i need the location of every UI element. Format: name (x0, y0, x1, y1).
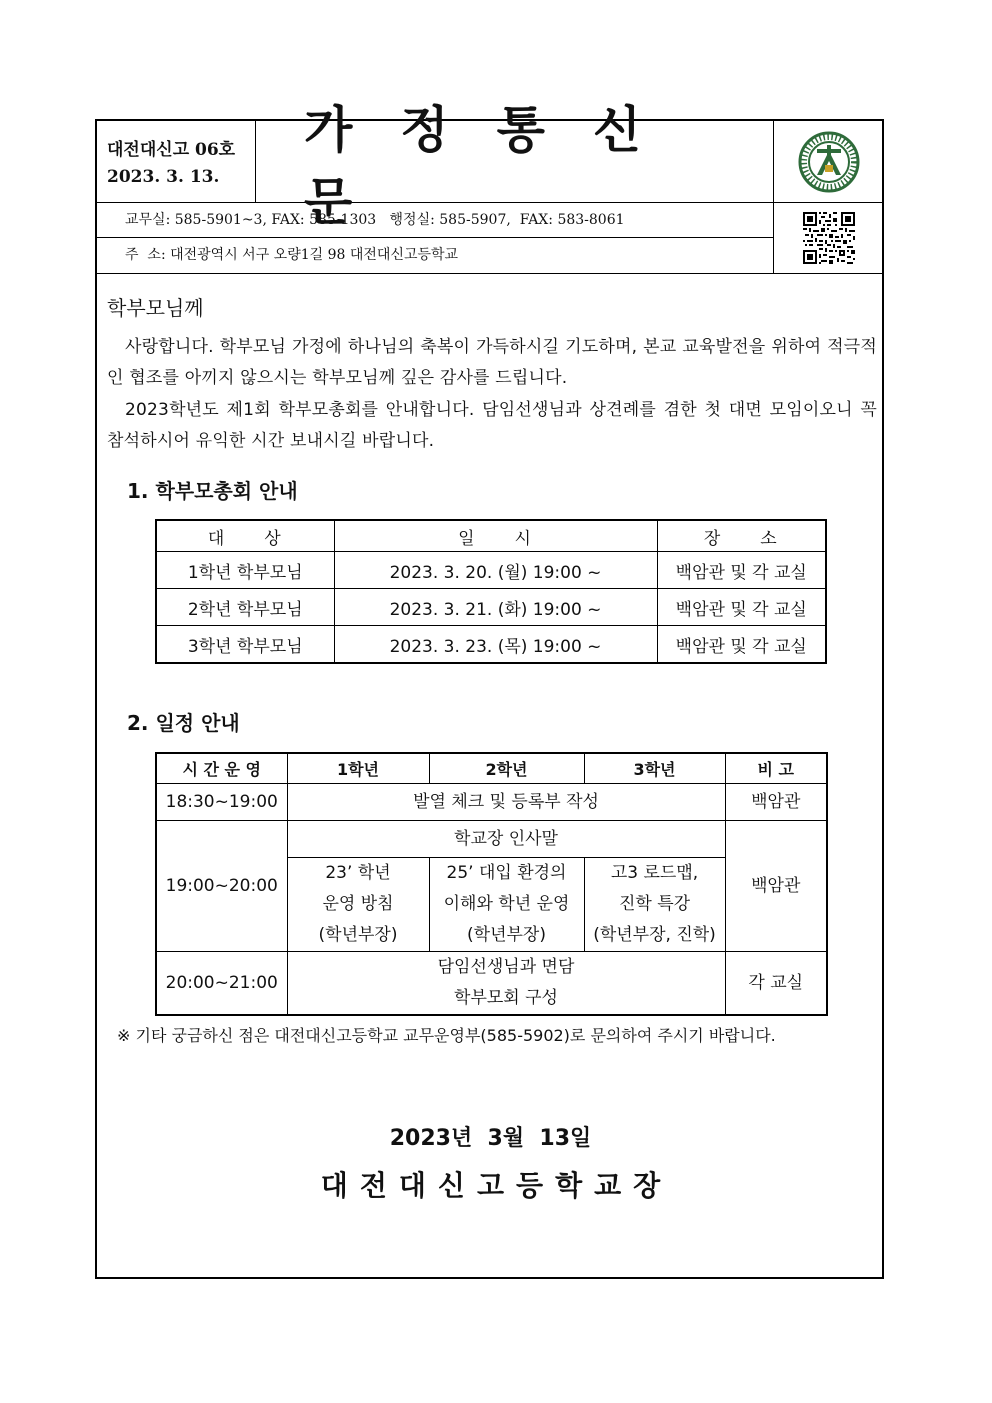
table-header-row (156, 520, 826, 552)
note-cell: 각 교실 (725, 952, 827, 1016)
program-line: (학년부장, 진학) (593, 925, 716, 945)
school-logo-cell (773, 121, 884, 203)
qr-code-cell (773, 203, 884, 274)
table-row (156, 784, 827, 821)
time-cell: 18:30~19:00 (156, 784, 287, 821)
program-line: 운영 방침 (322, 894, 394, 914)
program-line: 이해와 학년 운영 (443, 894, 570, 914)
greeting: 학부모님께 (107, 296, 204, 320)
parent-meeting-table (155, 519, 827, 664)
program-line: 고3 로드맵, (610, 863, 699, 883)
place-cell: 백암관 및 각 교실 (657, 626, 826, 664)
header-datetime: 일 시 (334, 520, 657, 552)
issue-date-footer: 2023년 3월 13일 (389, 1126, 592, 1151)
header-target: 대 상 (156, 520, 334, 552)
table-row (156, 552, 826, 589)
grade-1-program (287, 858, 429, 952)
principal-signature: 대전대신고등학교장 (320, 1169, 673, 1202)
program-line: 진학 특강 (618, 894, 691, 914)
section-1-title: 1. 학부모총회 안내 (127, 479, 298, 503)
note-cell: 백암관 (725, 784, 827, 821)
target-cell: 1학년 학부모님 (156, 552, 334, 589)
table-header-row (156, 753, 827, 784)
header-place: 장 소 (657, 520, 826, 552)
activity-cell: 학교장 인사말 (287, 821, 725, 858)
newsletter-title: 가정통신문 (256, 121, 773, 203)
section-2-title: 2. 일정 안내 (127, 711, 240, 735)
activity-cell (287, 952, 725, 1016)
place-cell: 백암관 및 각 교실 (657, 552, 826, 589)
header-time: 시 간 운 영 (156, 753, 287, 784)
target-cell: 3학년 학부모님 (156, 626, 334, 664)
letter-paragraph-2: 2023학년도 제1회 학부모총회를 안내합니다. 담임선생님과 상견례를 겸한 첫 대면 모임이오니 꼭 참석하시어 유익한 시간 보내시길 바랍니다. (107, 400, 877, 451)
activity-line: 담임선생님과 면담 (437, 957, 575, 977)
datetime-cell: 2023. 3. 20. (월) 19:00 ~ (334, 552, 657, 589)
newsletter-frame (95, 100, 884, 1279)
target-cell: 2학년 학부모님 (156, 589, 334, 626)
table-row (156, 952, 827, 1016)
time-cell: 20:00~21:00 (156, 952, 287, 1016)
time-cell: 19:00~20:00 (156, 821, 287, 952)
table-row (156, 626, 826, 664)
program-line: 25’ 대입 환경의 (446, 863, 567, 883)
activity-line: 학부모회 구성 (454, 988, 558, 1008)
datetime-cell: 2023. 3. 23. (목) 19:00 ~ (334, 626, 657, 664)
grade-3-program (584, 858, 725, 952)
issue-number: 대전대신고 06호 (107, 140, 236, 160)
school-emblem-icon (798, 131, 860, 193)
header-divider (97, 273, 884, 274)
header-grade-2: 2학년 (429, 753, 584, 784)
letter-paragraph-1: 사랑합니다. 학부모님 가정에 하나님의 축복이 가득하시길 기도하며, 본교 교육발전을 위하여 적극적인 협조를 아끼지 않으시는 학부모님께 깊은 감사를 드립니다. (107, 337, 877, 388)
table-row (156, 821, 827, 858)
header-note: 비 고 (725, 753, 827, 784)
issue-date: 2023. 3. 13. (107, 167, 220, 187)
program-line: (학년부장) (318, 925, 398, 945)
grade-2-program (429, 858, 584, 952)
issue-info (97, 121, 256, 203)
contact-info: 교무실: 585-5901~3, FAX: 585-1303 행정실: 585-5907, FAX: 583-8061 (97, 203, 773, 238)
datetime-cell: 2023. 3. 21. (화) 19:00 ~ (334, 589, 657, 626)
table-row (156, 589, 826, 626)
program-line: 23’ 학년 (325, 863, 391, 883)
header-grade-3: 3학년 (584, 753, 725, 784)
qr-code-icon[interactable] (803, 212, 855, 264)
inquiry-note: ※ 기타 궁금하신 점은 대전대신고등학교 교무운영부(585-5902)로 문의하여 주시기 바랍니다. (117, 1026, 776, 1045)
note-cell: 백암관 (725, 821, 827, 952)
header-grade-1: 1학년 (287, 753, 429, 784)
place-cell: 백암관 및 각 교실 (657, 589, 826, 626)
activity-cell: 발열 체크 및 등록부 작성 (287, 784, 725, 821)
program-line: (학년부장) (467, 925, 546, 945)
schedule-table (155, 752, 828, 1016)
address-info: 주 소: 대전광역시 서구 오량1길 98 대전대신고등학교 (97, 238, 773, 274)
